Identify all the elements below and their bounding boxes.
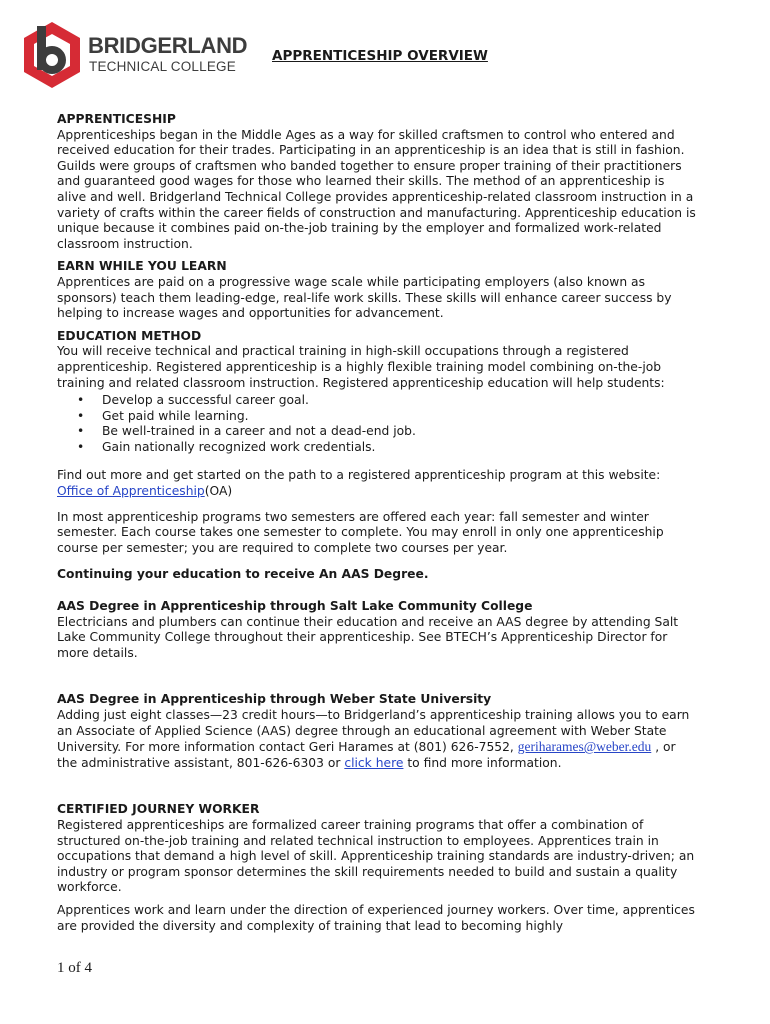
slcc-body: Electricians and plumbers can continue their education and receive an AAS degree by attending Salt Lake Community College throughout their apprenticeship. See BTECH’s Apprenticeship Director for more details. xyxy=(57,614,679,660)
college-logo xyxy=(20,20,260,90)
list-item: • Get paid while learning. xyxy=(77,408,249,423)
office-of-apprenticeship-link[interactable]: Office of Apprenticeship xyxy=(57,484,205,499)
semesters-paragraph: In most apprenticeship programs two semesters are offered each year: fall semester and winter semester. Each course takes one semester to complete. You may enroll in only one apprenticeship course per semester; you are required to complete two courses per year. xyxy=(57,509,664,555)
find-more-text: Find out more and get started on the path to a registered apprenticeship program at this website: xyxy=(57,468,661,483)
section-body-apprenticeship: Apprenticeships began in the Middle Ages as a way for skilled craftsmen to control who entered and received education for their trades. Participating in an apprenticeship is an idea that is still in fashion. Guilds were groups of craftsmen who banded together to ensure proper training of their practitioners and guaranteed good wages for those who learned their skills. The method of an apprenticeship is alive and well. Bridgerland Technical College provides apprenticeship-related classroom instruction in a variety of crafts within the career fields of construction and manufacturing. Apprenticeship education is unique because it combines paid on-the-job training by the employer and formalized work-related classroom instruction. xyxy=(57,127,696,251)
bullet-icon: • xyxy=(77,424,85,439)
weber-heading: AAS Degree in Apprenticeship through Weber State University xyxy=(57,692,492,707)
logo-name: BRIDGERLAND xyxy=(88,33,248,58)
continuing-heading: Continuing your education to receive An AAS Degree. xyxy=(57,567,429,582)
page-number: 1 of 4 xyxy=(57,960,92,976)
logo-subtitle: TECHNICAL COLLEGE xyxy=(89,59,236,74)
bullet-icon: • xyxy=(77,393,85,408)
section-body-journey-2: Apprentices work and learn under the direction of experienced journey workers. Over time, apprentices are provided the diversity and complexity of training that lead to becoming highly xyxy=(57,902,695,933)
benefits-list xyxy=(57,393,697,455)
bullet-icon: • xyxy=(77,408,85,423)
document-body xyxy=(57,112,697,934)
find-more-paragraph xyxy=(57,468,697,499)
email-link[interactable]: geriharames@weber.edu xyxy=(517,739,652,755)
bullet-icon: • xyxy=(77,439,85,454)
list-item: • Develop a successful career goal. xyxy=(77,393,309,408)
section-heading-apprenticeship: APPRENTICESHIP xyxy=(57,112,176,126)
slcc-heading: AAS Degree in Apprenticeship through Salt Lake Community College xyxy=(57,599,533,614)
section-heading-journey: CERTIFIED JOURNEY WORKER xyxy=(57,802,260,817)
list-item: • Be well-trained in a career and not a dead-end job. xyxy=(77,424,416,439)
oa-suffix: (OA) xyxy=(204,484,233,499)
section-body-earn: Apprentices are paid on a progressive wage scale while participating employers (also known as sponsors) teach them leading-edge, real-life work skills. These skills will enhance career success by helping to increase wages and opportunities for advancement. xyxy=(57,274,672,321)
section-heading-earn: EARN WHILE YOU LEARN xyxy=(57,259,227,274)
section-body-education: You will receive technical and practical training in high-skill occupations through a registered apprenticeship. Registered apprenticeship is a highly flexible training model combining on-the-job training and related classroom instruction. Registered apprenticeship education will help students: xyxy=(57,344,665,390)
list-item: • Gain nationally recognized work credentials. xyxy=(77,439,376,454)
page-title: APPRENTICESHIP OVERVIEW xyxy=(272,48,488,64)
bridgerland-logo-icon xyxy=(20,20,84,90)
section-body-journey: Registered apprenticeships are formalized career training programs that offer a combination of structured on-the-job training and related technical instruction to employees. Apprentices train in occupations that demand a high level of skill. Apprenticeship training standards are industry-driven; an industry or program sponsor determines the skill requirements needed to build and sustain a quality workforce. xyxy=(57,817,695,895)
click-here-link[interactable]: click here xyxy=(344,755,404,770)
section-heading-education: EDUCATION METHOD xyxy=(57,328,202,343)
weber-body: Adding just eight classes—23 credit hours—to Bridgerland’s apprenticeship training allows you to earn an Associate of Applied Science (AAS) degree through an educational agreement with Weber State University. For more information contact Geri Harames at (801) 626-7552, geriharames@weber.edu , or the administrative assistant, 801-626-6303 or click here to find more information. xyxy=(57,708,690,770)
